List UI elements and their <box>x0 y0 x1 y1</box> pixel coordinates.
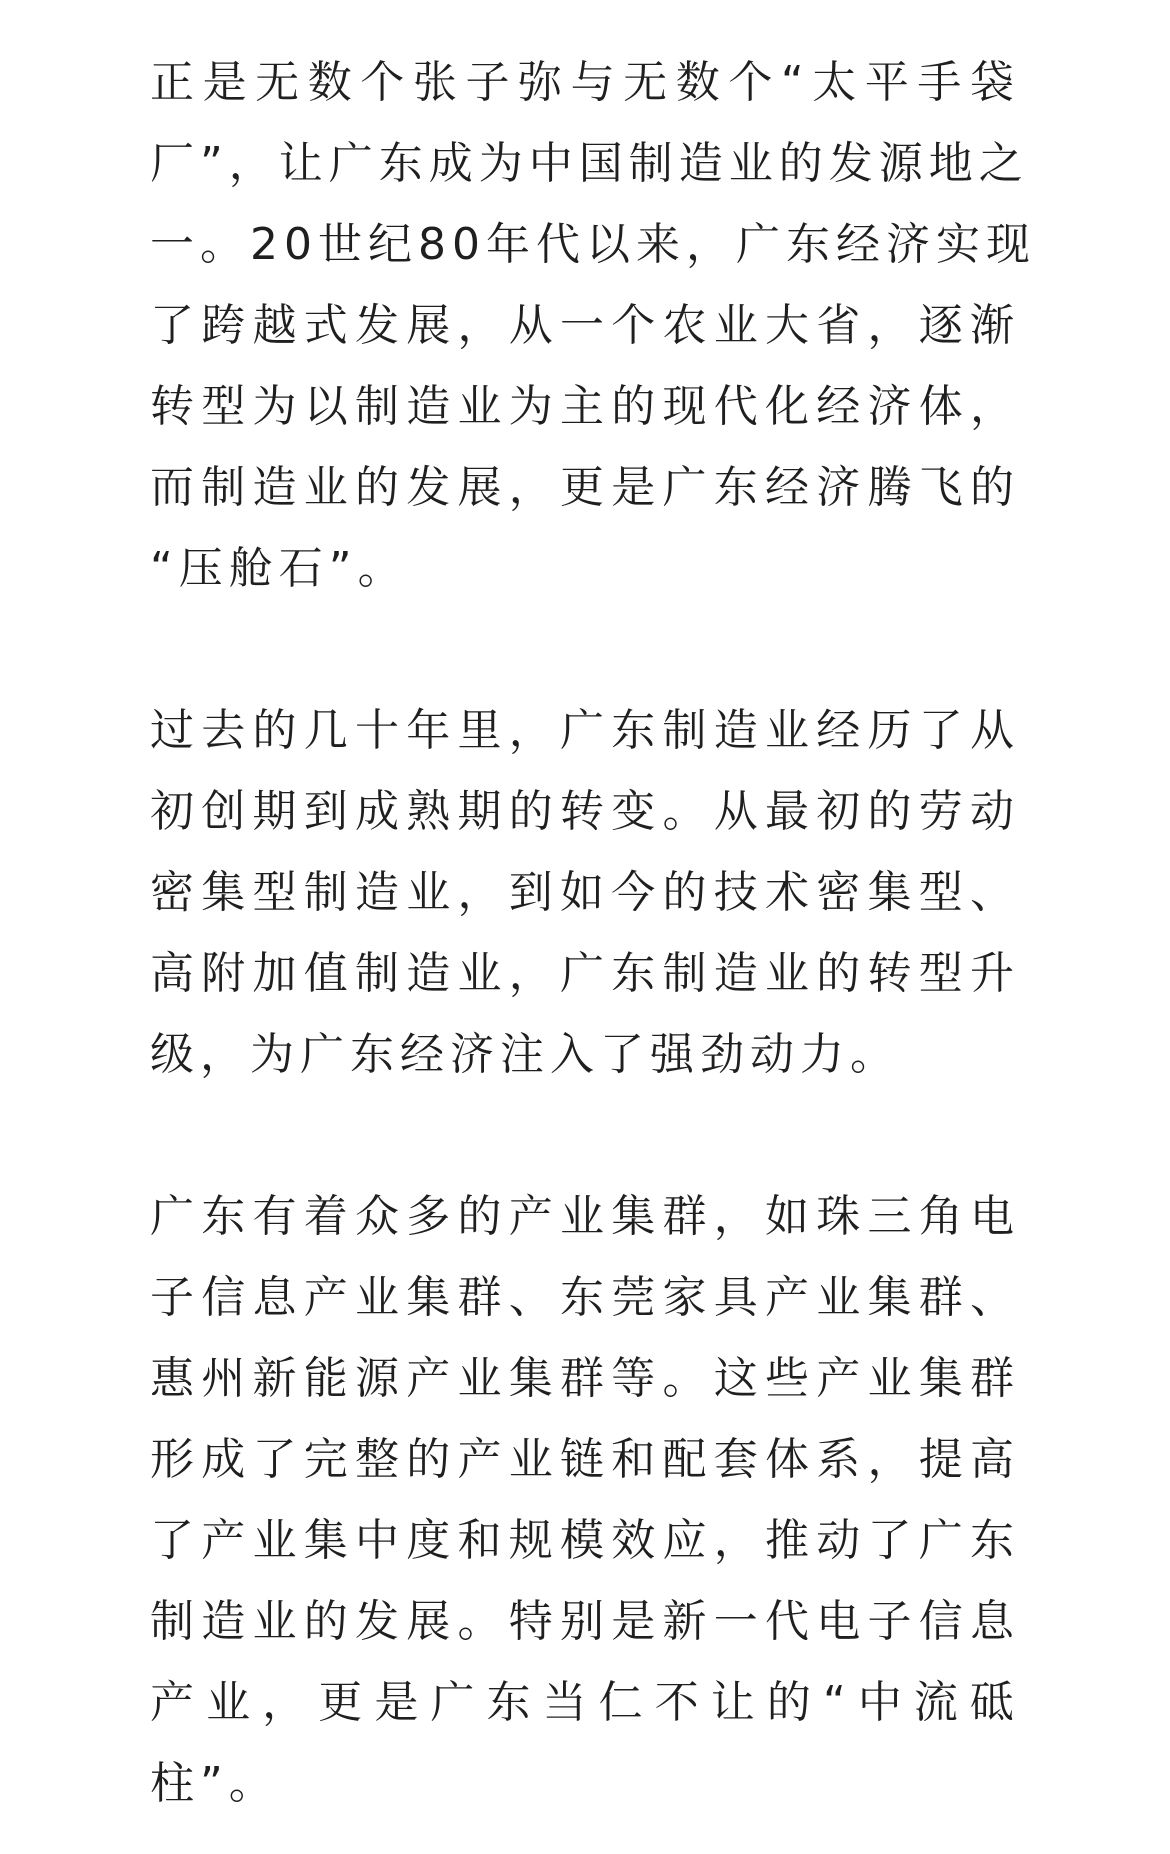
text-line: 密集型制造业，到如今的技术密集型、 <box>150 867 1020 918</box>
text-line: 过去的几十年里，广东制造业经历了从 <box>150 705 1020 756</box>
article-body <box>150 42 1036 1824</box>
paragraph-3 <box>150 1176 1020 1824</box>
text-line: 转型为以制造业为主的现代化经济体， <box>150 381 1020 432</box>
text-line: 了产业集中度和规模效应，推动了广东 <box>150 1515 1020 1566</box>
text-line: 正是无数个张子弥与无数个“太平手袋 <box>150 57 1020 108</box>
text-line: 形成了完整的产业链和配套体系，提高 <box>150 1434 1020 1485</box>
text-line: 而制造业的发展，更是广东经济腾飞的 <box>150 462 1020 513</box>
paragraph-2 <box>150 690 1020 1095</box>
text-line: 制造业的发展。特别是新一代电子信息 <box>150 1596 1020 1647</box>
text-line: “压舱石”。 <box>150 543 408 594</box>
text-line: 一。20世纪80年代以来，广东经济实现 <box>150 219 1036 270</box>
text-line: 厂”，让广东成为中国制造业的发源地之 <box>150 138 1029 189</box>
text-line: 广东有着众多的产业集群，如珠三角电 <box>150 1191 1020 1242</box>
text-line: 柱”。 <box>150 1758 279 1809</box>
text-line: 初创期到成熟期的转变。从最初的劳动 <box>150 786 1020 837</box>
text-line: 了跨越式发展，从一个农业大省，逐渐 <box>150 300 1020 351</box>
paragraph-1 <box>150 42 1036 609</box>
text-line: 级，为广东经济注入了强劲动力。 <box>150 1029 900 1080</box>
text-line: 高附加值制造业，广东制造业的转型升 <box>150 948 1020 999</box>
text-line: 惠州新能源产业集群等。这些产业集群 <box>150 1353 1020 1404</box>
text-line: 子信息产业集群、东莞家具产业集群、 <box>150 1272 1020 1323</box>
text-line: 产业，更是广东当仁不让的“中流砥 <box>150 1677 1020 1728</box>
